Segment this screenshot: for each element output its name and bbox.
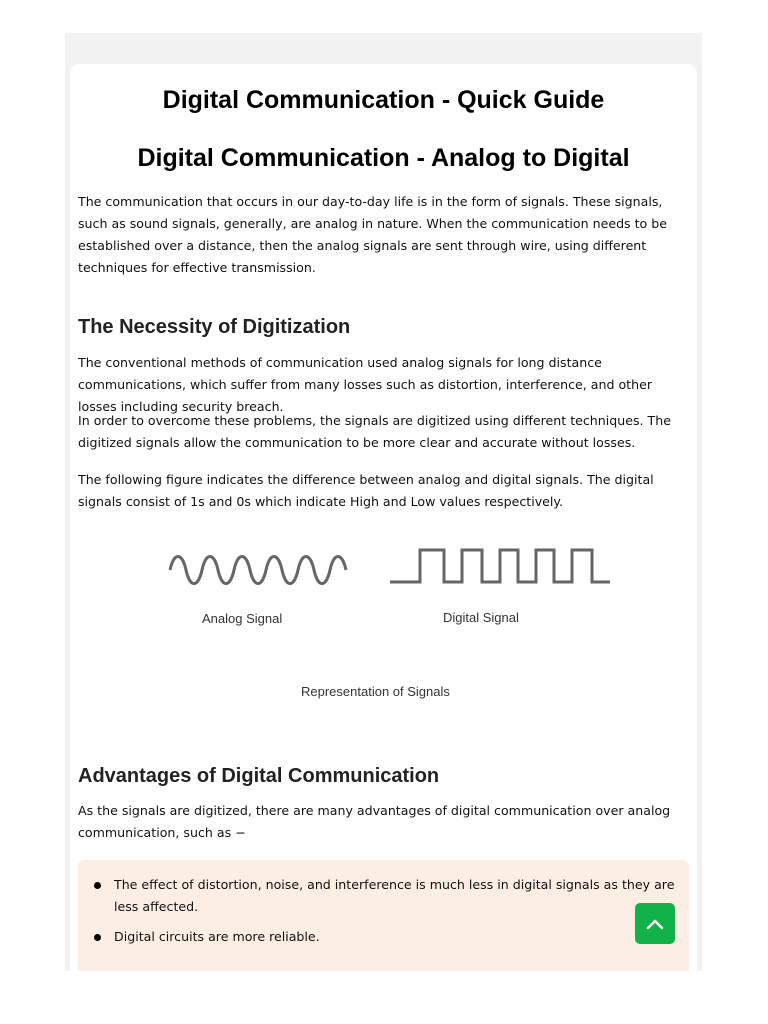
advantages-callout [78, 860, 689, 971]
analog-waveform [170, 557, 346, 584]
list-item-text: Digital circuits are more reliable. [114, 929, 320, 944]
advantages-list [78, 860, 689, 948]
list-item [114, 926, 675, 948]
article-card [70, 64, 697, 971]
bullet-icon [94, 934, 101, 941]
scroll-to-top-button[interactable] [635, 903, 675, 944]
analog-signal-label: Analog Signal [202, 611, 283, 626]
digital-signal-label: Digital Signal [443, 610, 519, 625]
paragraph: The conventional methods of communication used analog signals for long distance communications, which suffer from many losses such as distortion, interference, and other losses including security breach. [78, 355, 652, 414]
signal-figure [70, 534, 697, 709]
list-item-text: The effect of distortion, noise, and interference is much less in digital signals as they are less affected. [114, 877, 675, 914]
paragraph: The following figure indicates the difference between analog and digital signals. The digital signals consist of 1s and 0s which indicate High and Low values respectively. [78, 472, 654, 509]
chevron-up-icon [646, 918, 664, 930]
intro-paragraph: The communication that occurs in our day-to-day life is in the form of signals. These signals, such as sound signals, generally, are analog in nature. When the communication needs to be established over a distance, then the analog signals are sent through wire, using different techniques for effective transmission. [78, 194, 668, 275]
section-heading-advantages: Advantages of Digital Communication [78, 765, 440, 787]
figure-caption: Representation of Signals [301, 684, 450, 699]
page-title: Digital Communication - Quick Guide [162, 86, 605, 114]
paragraph: In order to overcome these problems, the signals are digitized using different techniques. The digitized signals allow the communication to be more clear and accurate without losses. [78, 413, 671, 450]
bullet-icon [94, 882, 101, 889]
section-heading-digitization: The Necessity of Digitization [78, 316, 351, 338]
digital-waveform [390, 550, 610, 582]
page-subtitle: Digital Communication - Analog to Digital [137, 144, 630, 172]
signal-waveforms [70, 542, 697, 602]
list-item [114, 874, 675, 918]
paragraph: As the signals are digitized, there are many advantages of digital communication over analog communication, such as − [78, 803, 671, 840]
